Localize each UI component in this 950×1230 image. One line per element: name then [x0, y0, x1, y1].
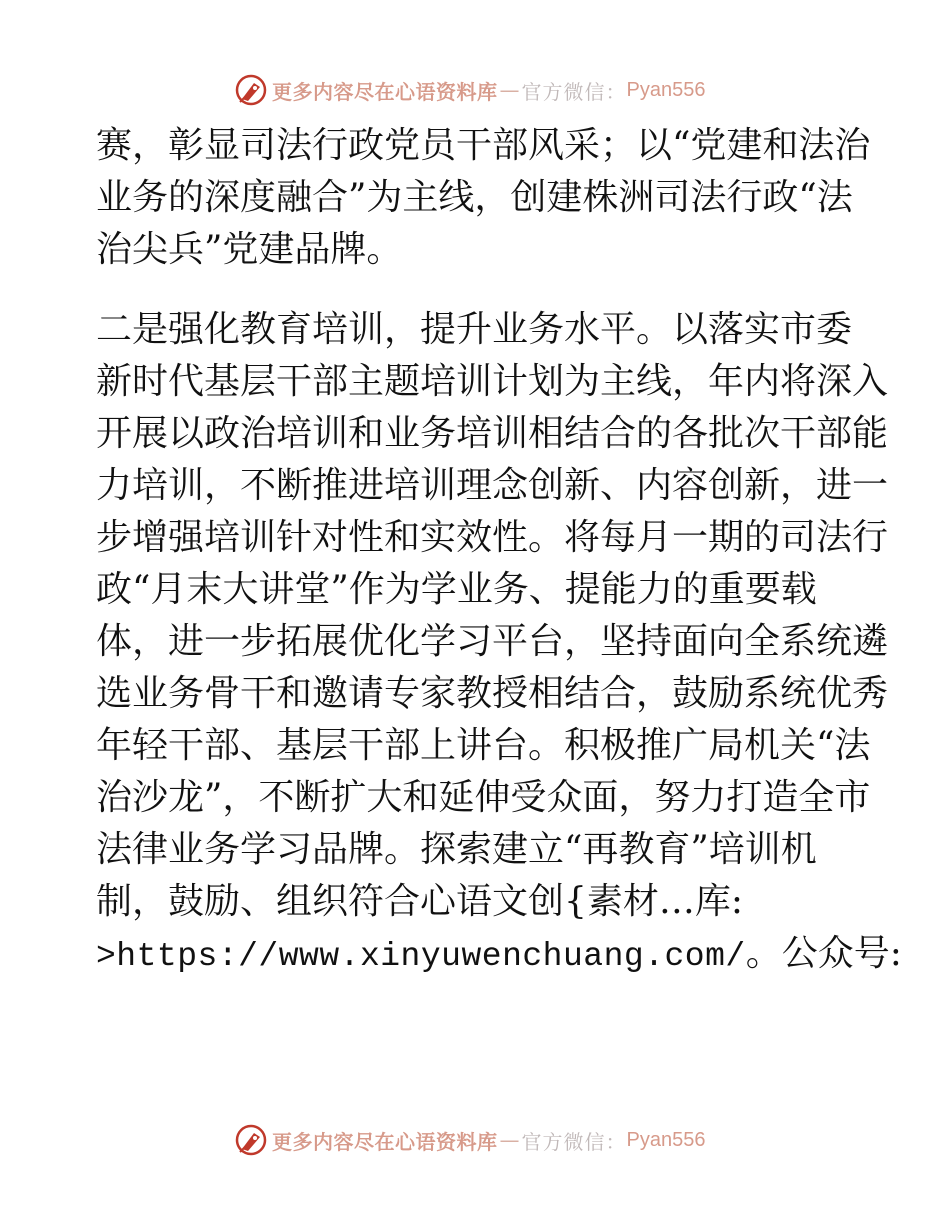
- paragraph-gap: [96, 276, 856, 304]
- watermark-brand-text: 更多内容尽在心语资料库: [272, 79, 498, 104]
- watermark-dash: —: [499, 78, 520, 102]
- url-line-tail: 。公众号:: [745, 933, 902, 974]
- watermark-wechat-handle: Pyan556: [626, 1128, 706, 1151]
- text-line: 法律业务学习品牌。探索建立“再教育”培训机: [96, 829, 817, 870]
- text-line: 体，进一步拓展优化学习平台，坚持面向全系统遴: [96, 621, 889, 662]
- text-line: 赛，彰显司法行政党员干部风采；以“党建和法治: [96, 125, 871, 166]
- text-line: 二是强化教育培训，提升业务水平。以落实市委: [96, 309, 853, 350]
- watermark-official-label: 官方微信：: [521, 79, 627, 104]
- text-line: 年轻干部、基层干部上讲台。积极推广局机关“法: [96, 725, 871, 766]
- watermark-wechat-handle: Pyan556: [626, 78, 706, 101]
- paragraph-1: [96, 120, 871, 276]
- text-line: 治尖兵”党建品牌。: [96, 229, 403, 270]
- text-line: 治沙龙”，不断扩大和延伸受众面，努力打造全市: [96, 777, 871, 818]
- text-line: 政“月末大讲堂”作为学业务、提能力的重要载: [96, 569, 817, 610]
- header-watermark-banner: [234, 72, 705, 108]
- text-line: 步增强培训针对性和实效性。将每月一期的司法行: [96, 517, 889, 558]
- text-line: 新时代基层干部主题培训计划为主线，年内将深入: [96, 361, 889, 402]
- paragraph-2: [96, 304, 902, 980]
- watermark-brand-text: 更多内容尽在心语资料库: [272, 1129, 498, 1154]
- text-line: 制，鼓励、组织符合心语文创{素材…库:: [96, 881, 744, 922]
- text-line: 选业务骨干和邀请专家教授相结合，鼓励系统优秀: [96, 673, 889, 714]
- url-line: [96, 928, 902, 980]
- pen-nib-logo-icon: [234, 73, 268, 107]
- document-body: [96, 120, 902, 980]
- watermark-dash: —: [499, 1128, 520, 1152]
- watermark-official-label: 官方微信：: [521, 1129, 627, 1154]
- text-line: 业务的深度融合”为主线，创建株洲司法行政“法: [96, 177, 853, 218]
- text-line: 力培训，不断推进培训理念创新、内容创新，进一: [96, 465, 889, 506]
- text-line: 开展以政治培训和业务培训相结合的各批次干部能: [96, 413, 889, 454]
- pen-nib-logo-icon: [234, 1123, 268, 1157]
- footer-watermark-banner: [234, 1122, 705, 1158]
- website-url-link[interactable]: >https://www.xinyuwenchuang.com/: [96, 938, 746, 975]
